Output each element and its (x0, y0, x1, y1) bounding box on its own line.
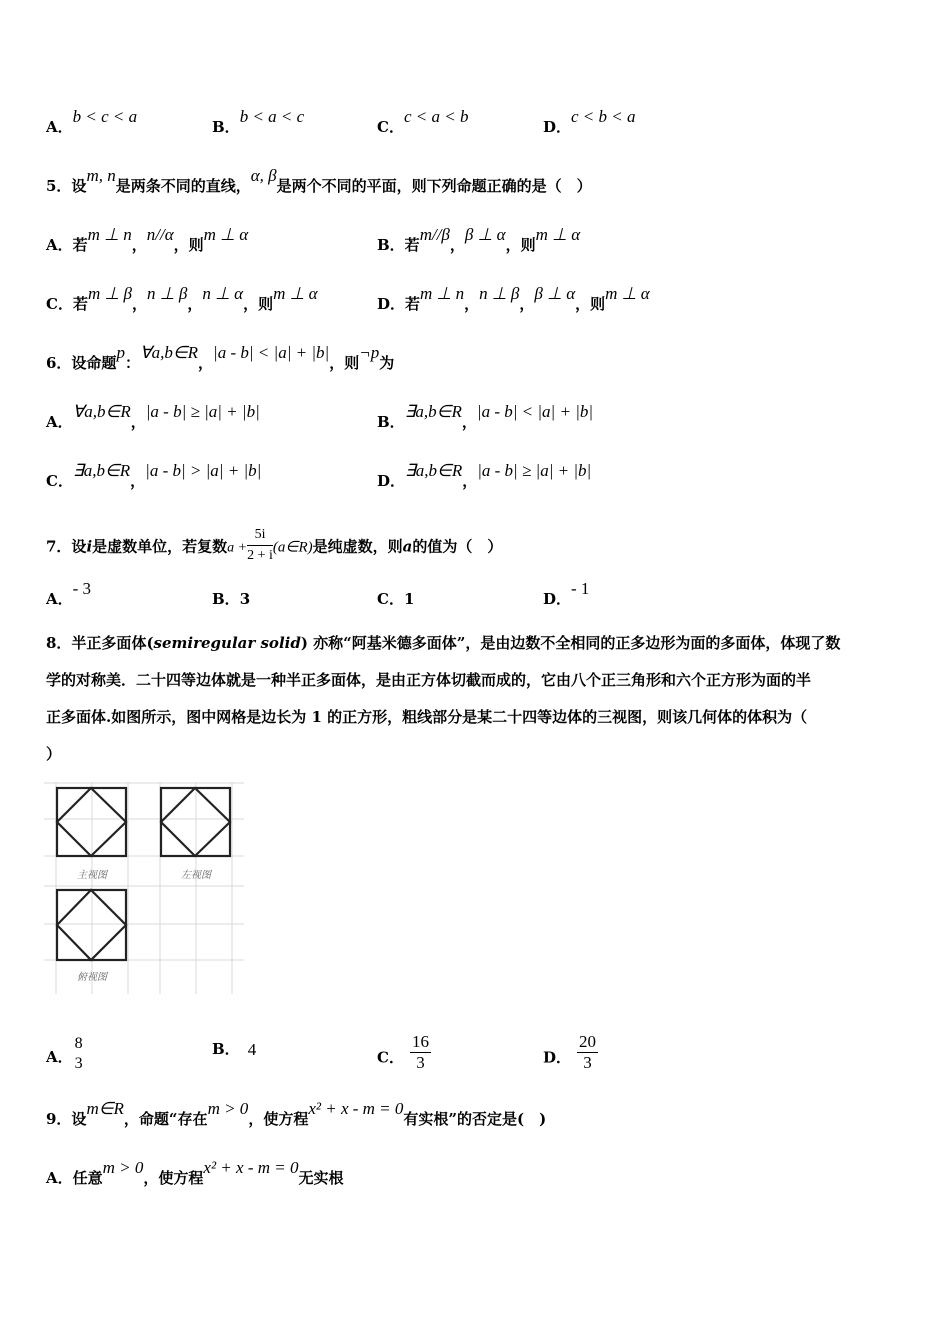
sep: ，则 (243, 295, 274, 313)
math: ∀a,b∈R (72, 402, 131, 421)
denominator: 2 + i (247, 548, 273, 563)
q7-option-d[interactable] (543, 579, 590, 609)
q4-option-c[interactable] (377, 107, 469, 137)
q6-text: ，则 (329, 354, 360, 372)
math: ∃a,b∈R (72, 461, 131, 480)
math: x² + x - m = 0 (308, 1099, 404, 1118)
option-expr: b < c < a (72, 107, 138, 126)
math: ∃a,b∈R (405, 461, 463, 480)
q6-option-b[interactable] (377, 402, 594, 432)
q8-text: 8．半正多面体( (46, 634, 154, 652)
math: |a - b| > |a| + |b| (145, 461, 262, 480)
sep: ，则 (505, 236, 536, 254)
math: β ⊥ α (464, 225, 506, 244)
sep: 无实根 (298, 1169, 344, 1187)
option-label: A．若 (46, 236, 88, 254)
sep: ， (130, 413, 146, 431)
math: n ⊥ α (202, 284, 244, 303)
math: m ⊥ α (203, 225, 249, 244)
math: n//α (146, 225, 174, 244)
option-value: 4 (247, 1040, 257, 1059)
option-label: D． (543, 118, 572, 136)
sep: ， (130, 472, 146, 490)
numerator: 16 (411, 1032, 429, 1051)
option-label: B． (212, 590, 240, 608)
fraction (247, 525, 273, 566)
sep: ，则 (575, 295, 606, 313)
q5-math-ab: α, β (250, 166, 277, 185)
option-label: B． (212, 1040, 240, 1058)
option-expr: c < b < a (571, 107, 636, 126)
math: |a - b| < |a| + |b| (213, 343, 330, 362)
sep: ， (187, 295, 203, 313)
q6-stem (46, 343, 395, 373)
fraction (73, 1034, 85, 1074)
q8-line-3: 正多面体.如图所示，图中网格是边长为 1 的正方形，粗线部分是某二十四等边体的三视图，则该几何体的体积为（ (46, 708, 808, 726)
numerator: 8 (74, 1035, 83, 1052)
q8-line-2: 学的对称美．二十四等边体就是一种半正多面体，是由正方体切截而成的，它由八个正三角形和六个正方形为面的半 (46, 671, 812, 689)
top-view-label: 俯视图 (77, 972, 107, 983)
q6-option-d[interactable] (377, 461, 592, 491)
math: m > 0 (207, 1099, 249, 1118)
front-view-label: 主视图 (77, 870, 107, 881)
q7-text: 是纯虚数，则 (312, 537, 403, 556)
q6-text: 6．设命题 (46, 354, 117, 372)
q4-option-d[interactable] (543, 107, 636, 137)
math: |a - b| ≥ |a| + |b| (145, 402, 260, 421)
q7-option-b[interactable] (212, 588, 250, 609)
option-label: D．若 (377, 295, 421, 313)
sep: ， (131, 236, 147, 254)
option-label: D． (543, 1048, 572, 1067)
q7-option-c[interactable] (377, 588, 414, 609)
sep: ， (449, 236, 465, 254)
q5-stem (46, 166, 592, 196)
option-label: C．若 (46, 295, 88, 313)
sep: ，使方程 (143, 1169, 204, 1187)
math: ¬p (359, 343, 380, 362)
math: m//β (419, 225, 450, 244)
math: m ⊥ n (420, 284, 465, 303)
math: |a - b| < |a| + |b| (476, 402, 594, 421)
math: m > 0 (102, 1158, 144, 1177)
math: m∈R (86, 1099, 124, 1118)
math: n ⊥ β (479, 284, 520, 303)
grid-lines (44, 782, 244, 994)
q8-option-a[interactable] (46, 1035, 85, 1078)
option-label: C． (377, 590, 404, 608)
q8-option-d[interactable] (543, 1032, 598, 1079)
option-label: D． (543, 590, 572, 608)
q7-option-a[interactable] (46, 579, 92, 609)
fraction (577, 1032, 598, 1073)
q5-text: 是两条不同的直线， (115, 177, 251, 195)
q4-option-b[interactable] (212, 107, 305, 137)
sep: ， (464, 295, 480, 313)
math: (a∈R) (272, 539, 313, 556)
math: x² + x - m = 0 (203, 1158, 299, 1177)
sep: ， (132, 295, 148, 313)
q6-text: ： (124, 354, 140, 372)
denominator: 3 (416, 1053, 425, 1072)
q6-option-a[interactable] (46, 402, 260, 432)
q8-text: ) 亦称“阿基米德多面体”，是由边数不全相同的正多边形为面的多面体，体现了数 (300, 634, 841, 652)
q5-text: 5．设 (46, 177, 87, 195)
option-label: A． (46, 413, 73, 431)
q4-option-a[interactable] (46, 107, 138, 137)
option-expr: c < a < b (403, 107, 469, 126)
left-view-label: 左视图 (181, 870, 211, 881)
q8-option-b[interactable] (212, 1038, 256, 1059)
q9-option-a[interactable] (46, 1158, 344, 1188)
math: n ⊥ β (147, 284, 188, 303)
q7-text: 是虚数单位，若复数 (92, 537, 228, 556)
three-view-figure (44, 782, 244, 998)
q5-math-mn: m, n (86, 166, 116, 185)
math: m ⊥ n (87, 225, 132, 244)
math: ∃a,b∈R (404, 402, 462, 421)
q6-option-c[interactable] (46, 461, 262, 491)
sep: ，则 (173, 236, 204, 254)
option-label: B． (377, 413, 405, 431)
math: a (402, 537, 413, 556)
q7-text: 的值为（ ） (412, 537, 503, 556)
math: p (116, 343, 125, 362)
option-value: - 1 (571, 579, 590, 598)
q8-line-1 (46, 625, 906, 662)
option-value: 1 (403, 590, 415, 608)
math: m ⊥ α (605, 284, 650, 303)
q9-text: 有实根”的否定是( ) (403, 1110, 547, 1128)
option-value: - 3 (72, 579, 92, 598)
q5-option-b[interactable] (377, 225, 581, 255)
math: ∀a,b∈R (139, 343, 199, 362)
option-expr: b < a < c (239, 107, 305, 126)
option-label: B． (212, 118, 240, 136)
option-label: C． (377, 1048, 404, 1067)
q9-stem (46, 1099, 547, 1129)
q7-stem (46, 527, 502, 568)
sep: ， (462, 472, 478, 490)
math: m ⊥ α (273, 284, 318, 303)
option-label: C． (377, 118, 404, 136)
q9-text: ，使方程 (248, 1110, 309, 1128)
option-label: D． (377, 472, 406, 490)
option-label: B．若 (377, 236, 420, 254)
option-label: A． (46, 590, 73, 608)
q6-text: 为 (379, 354, 395, 372)
sep: ， (198, 354, 214, 372)
denominator: 3 (583, 1053, 592, 1072)
math: |a - b| ≥ |a| + |b| (477, 461, 592, 480)
q5-text: 是两个不同的平面，则下列命题正确的是（ ） (276, 177, 592, 195)
option-label: A． (46, 1048, 73, 1066)
q9-text: ，命题“存在 (123, 1110, 208, 1128)
three-view-svg (44, 782, 244, 994)
q5-option-a[interactable] (46, 225, 249, 255)
math: a + (227, 540, 248, 556)
q5-option-c[interactable] (46, 284, 318, 314)
option-label: C． (46, 472, 73, 490)
sep: ， (519, 295, 535, 313)
sep: ， (461, 413, 477, 431)
fraction (410, 1032, 431, 1073)
numerator: 20 (579, 1032, 597, 1051)
q8-option-c[interactable] (377, 1032, 431, 1079)
option-label: A．任意 (46, 1169, 103, 1187)
math: β ⊥ α (534, 284, 576, 303)
q8-stem (46, 625, 906, 773)
q7-text: 7．设 (46, 537, 87, 556)
denominator: 3 (74, 1055, 83, 1072)
math: i (86, 537, 93, 556)
math: m ⊥ α (535, 225, 581, 244)
numerator: 5i (247, 525, 273, 546)
q9-text: 9．设 (46, 1110, 87, 1128)
math: m ⊥ β (87, 284, 133, 303)
q8-line-4: ） (46, 745, 62, 763)
option-value: 3 (239, 590, 251, 608)
q5-option-d[interactable] (377, 284, 650, 314)
q8-term: semiregular solid (153, 634, 301, 652)
option-label: A． (46, 118, 73, 136)
